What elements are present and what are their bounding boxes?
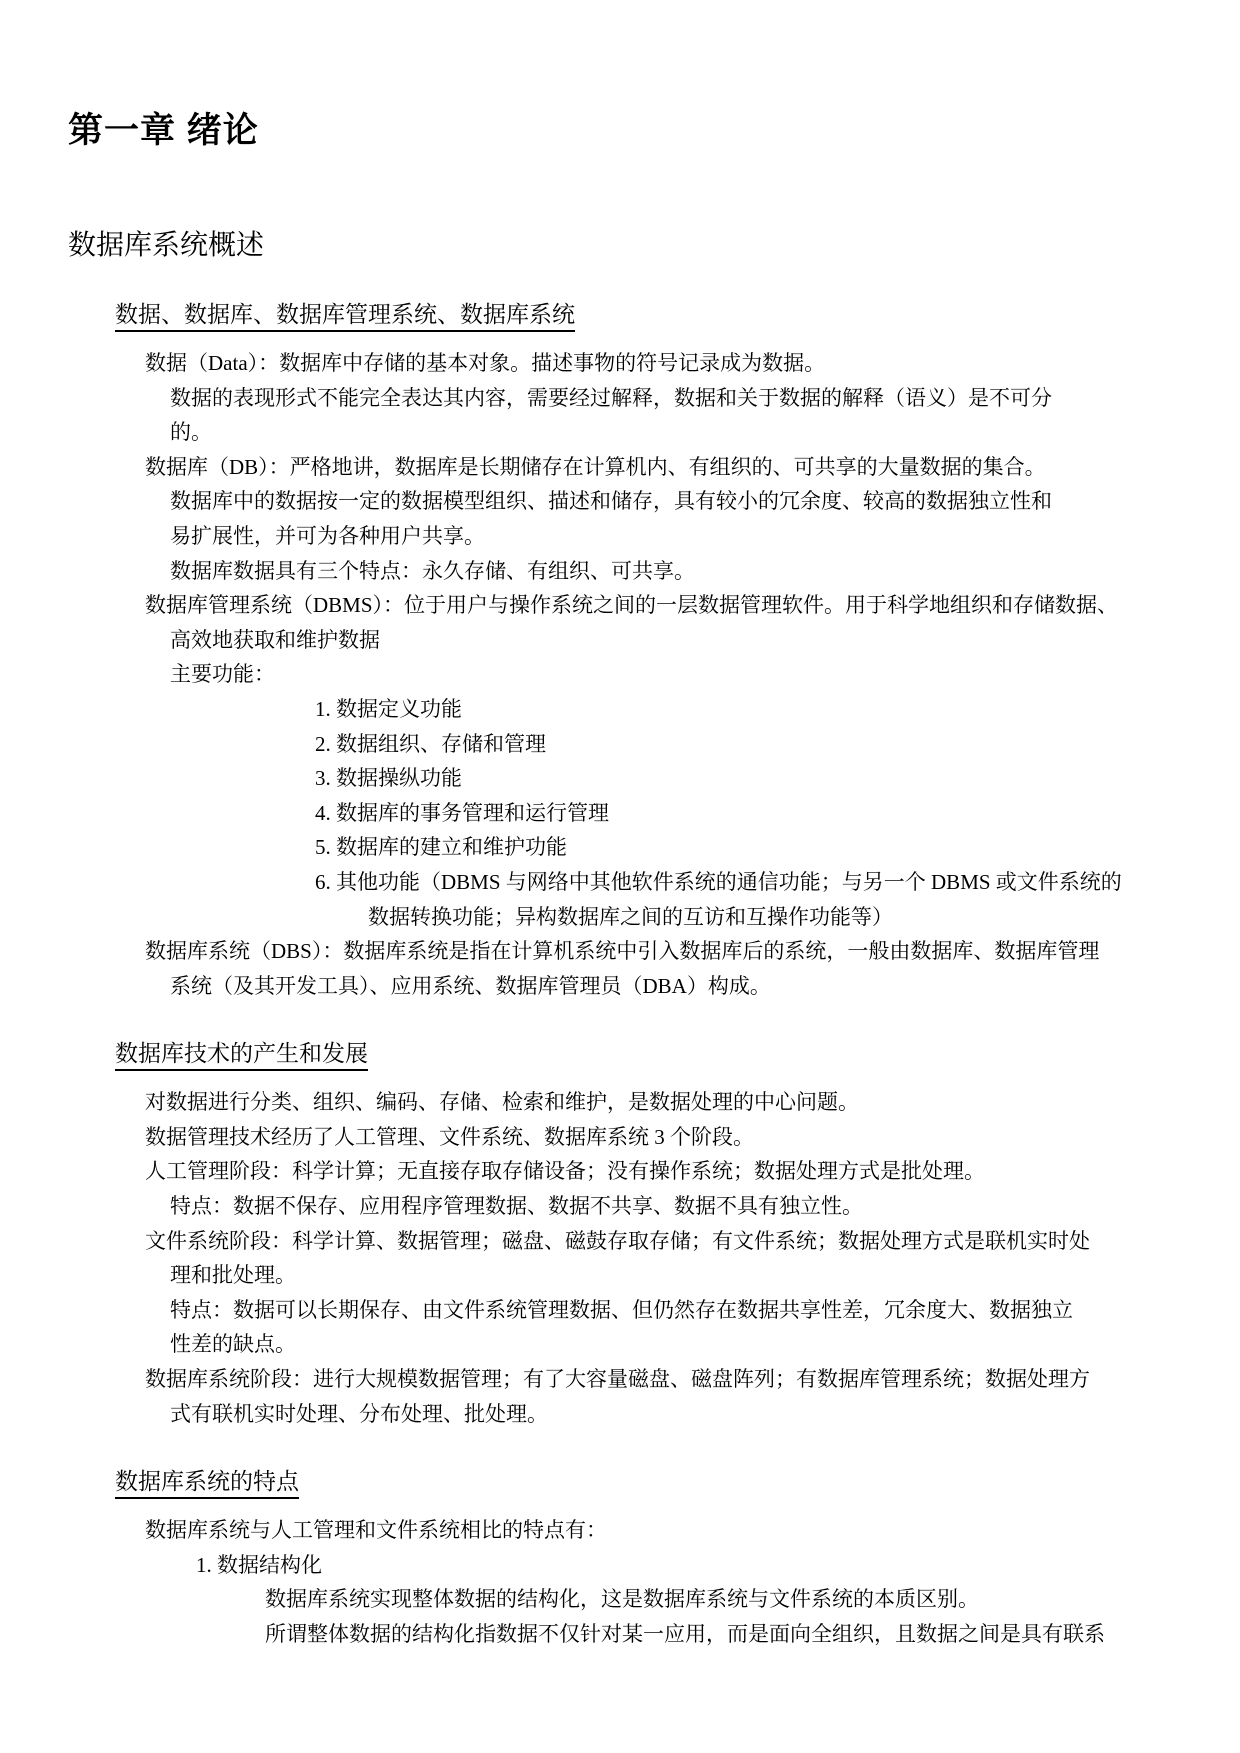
section-heading-features	[115, 1467, 1240, 1497]
text-line: 数据库系统实现整体数据的结构化，这是数据库系统与文件系统的本质区别。	[265, 1587, 979, 1612]
text-line: 式有联机实时处理、分布处理、批处理。	[170, 1401, 548, 1426]
text-line: 数据库（DB）：严格地讲，数据库是长期储存在计算机内、有组织的、可共享的大量数据的集合。	[145, 454, 1046, 479]
numbered-list-item: 2. 数据组织、存储和管理	[315, 731, 546, 756]
text-line: 数据的表现形式不能完全表达其内容，需要经过解释，数据和关于数据的解释（语义）是不可分	[170, 385, 1052, 410]
text-line: 特点：数据可以长期保存、由文件系统管理数据、但仍然存在数据共享性差，冗余度大、数据独立	[170, 1297, 1073, 1322]
overview-heading: 数据库系统概述	[68, 230, 265, 261]
text-line: 数据库数据具有三个特点：永久存储、有组织、可共享。	[170, 558, 695, 583]
text-line: 数据库系统阶段：进行大规模数据管理；有了大容量磁盘、磁盘阵列；有数据库管理系统；数据处理方	[145, 1367, 1090, 1392]
text-line: 数据（Data）：数据库中存储的基本对象。描述事物的符号记录成为数据。	[145, 351, 826, 375]
chapter-title: 第一章 绪论	[68, 111, 259, 150]
text-line: 的。	[170, 420, 212, 445]
text-line: 易扩展性，并可为各种用户共享。	[170, 523, 485, 548]
numbered-list-item-continuation: 数据转换功能；异构数据库之间的互访和互操作功能等）	[368, 904, 893, 929]
section-heading-features-text: 数据库系统的特点	[115, 1469, 299, 1499]
numbered-list-item: 6. 其他功能（DBMS 与网络中其他软件系统的通信功能；与另一个 DBMS 或文件系统的	[315, 869, 1122, 894]
section-heading-concepts	[115, 300, 1240, 330]
section-heading-history	[115, 1039, 1240, 1069]
text-line: 对数据进行分类、组织、编码、存储、检索和维护，是数据处理的中心问题。	[145, 1090, 859, 1115]
numbered-list-item: 1. 数据定义功能	[315, 696, 462, 721]
text-line: 数据管理技术经历了人工管理、文件系统、数据库系统 3 个阶段。	[145, 1124, 754, 1149]
numbered-list-item: 1. 数据结构化	[196, 1552, 322, 1577]
text-line: 性差的缺点。	[170, 1332, 296, 1357]
text-line: 主要功能：	[170, 662, 275, 687]
text-line: 高效地获取和维护数据	[170, 627, 380, 652]
section-heading-history-text: 数据库技术的产生和发展	[115, 1041, 368, 1071]
text-line: 数据库中的数据按一定的数据模型组织、描述和储存，具有较小的冗余度、较高的数据独立性和	[170, 489, 1052, 514]
text-line: 数据库管理系统（DBMS）：位于用户与操作系统之间的一层数据管理软件。用于科学地组织和存储数据、	[145, 593, 1119, 618]
section-heading-concepts-text: 数据、数据库、数据库管理系统、数据库系统	[115, 302, 575, 332]
text-line: 所谓整体数据的结构化指数据不仅针对某一应用，而是面向全组织，且数据之间是具有联系	[265, 1622, 1105, 1646]
text-line: 人工管理阶段：科学计算；无直接存取存储设备；没有操作系统；数据处理方式是批处理。	[145, 1159, 985, 1184]
text-line: 文件系统阶段：科学计算、数据管理；磁盘、磁鼓存取存储；有文件系统；数据处理方式是联机实时处	[145, 1228, 1090, 1253]
numbered-list-item: 4. 数据库的事务管理和运行管理	[315, 800, 609, 825]
text-line: 特点：数据不保存、应用程序管理数据、数据不共享、数据不具有独立性。	[170, 1194, 863, 1219]
text-line: 系统（及其开发工具）、应用系统、数据库管理员（DBA）构成。	[170, 973, 771, 998]
text-line: 理和批处理。	[170, 1263, 296, 1288]
numbered-list-item: 3. 数据操纵功能	[315, 766, 462, 791]
numbered-list-item: 5. 数据库的建立和维护功能	[315, 835, 567, 860]
text-line: 数据库系统与人工管理和文件系统相比的特点有：	[145, 1518, 607, 1543]
text-line: 数据库系统（DBS）：数据库系统是指在计算机系统中引入数据库后的系统，一般由数据库、数据库管理	[145, 939, 1100, 964]
